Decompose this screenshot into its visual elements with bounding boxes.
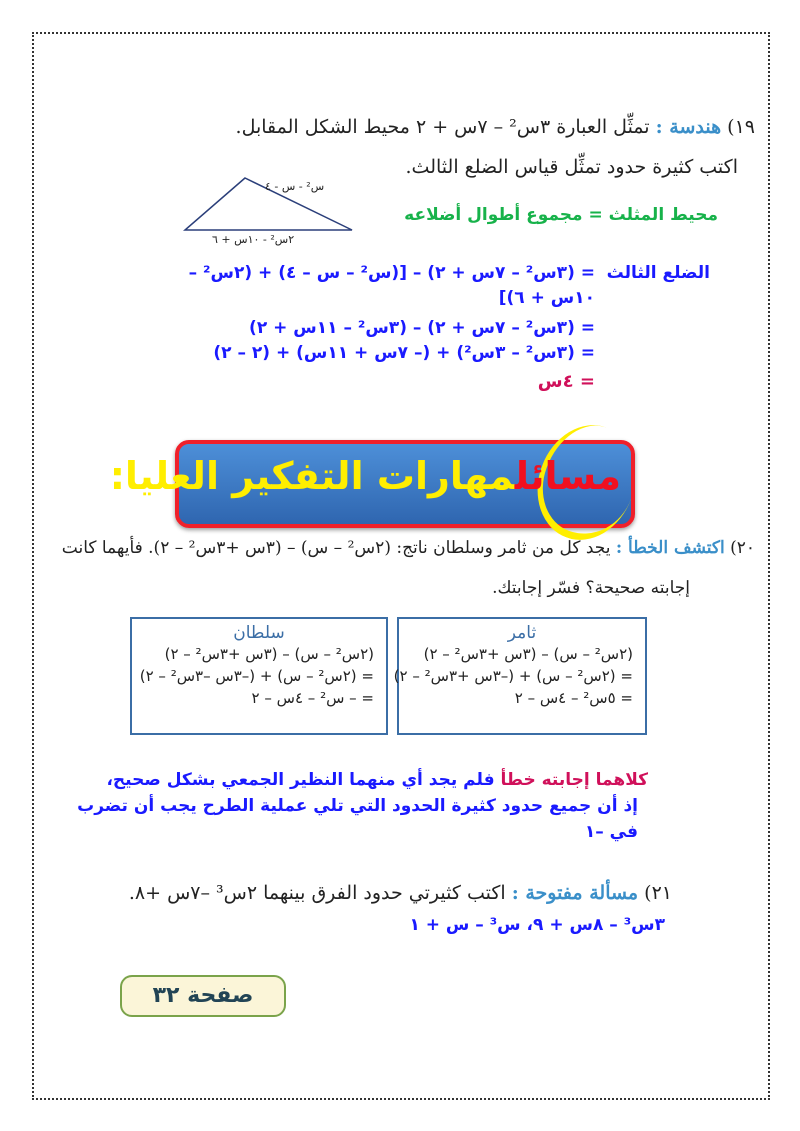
q21-line1 <box>129 882 672 904</box>
answer-wrong: كلاهما إجابته خطأ <box>500 770 648 790</box>
triangle-side-label: س² - س - ٤ <box>265 180 325 193</box>
box-title: ثامر <box>507 623 537 643</box>
box-title: سلطان <box>233 623 285 643</box>
page-number-badge: صفحة ٣٢ <box>120 975 286 1017</box>
thamer-box <box>393 617 647 735</box>
solution-result: = ٤س <box>537 371 595 392</box>
q20-answer-line1 <box>106 770 648 790</box>
solution-line: = (٣س² – ٣س²) + (– ٧س + ١١س) + (٢ – ٢) <box>213 343 595 363</box>
box-line: = (٢س² – س) + (–٣س –٣س² – ٢) <box>139 667 374 685</box>
solution-line: = (٣س² – ٧س + ٢) – [(س² – س – ٤) + (٢س² – <box>188 263 595 283</box>
box-line: = (٢س² – س) + (–٣س +٣س² – ٢) <box>393 667 633 685</box>
sultan-box <box>130 617 388 735</box>
q20-answer-line2: إذ أن جميع حدود كثيرة الحدود التي تلي عملية الطرح يجب أن تضرب <box>77 796 638 816</box>
answer-text: فلم يجد أي منهما النظير الجمعي بشكل صحيح، <box>106 770 501 790</box>
question-label: مسألة مفتوحة : <box>511 882 639 904</box>
box-line: (٢س² – س) – (٣س +٣س² – ٢) <box>164 645 374 663</box>
q20-line1 <box>62 538 755 558</box>
q19-line2: اكتب كثيرة حدود تمثِّل قياس الضلع الثالث. <box>405 156 738 178</box>
banner-rest: مهارات التفكير العليا: <box>109 454 515 498</box>
banner-word: مسائل <box>514 454 621 498</box>
question-number: ٢٠) <box>730 538 755 558</box>
question-number: ١٩) <box>727 116 755 138</box>
question-text: يجد كل من ثامر وسلطان ناتج: (٢س² – س) – (٣س +٣س² – ٢). فأيهما كانت <box>61 538 611 558</box>
q20-line2: إجابته صحيحة؟ فسّر إجابتك. <box>492 578 690 598</box>
question-text: اكتب كثيرتي حدود الفرق بينهما ٢س³ –٧س +٨. <box>128 882 506 904</box>
solution-line: = (٣س² – ٧س + ٢) – (٣س² – ١١س + ٢) <box>249 318 595 338</box>
question-label: اكتشف الخطأ : <box>615 538 725 558</box>
section-banner <box>109 440 635 528</box>
q20-answer-line3: في –١ <box>584 822 638 842</box>
triangle-base-label: ٢س² - ١٠س + ٦ <box>212 233 295 246</box>
solution-line: ١٠س + ٦)] <box>498 288 595 308</box>
box-line: = ٥س² – ٤س – ٢ <box>514 689 633 707</box>
page-border <box>32 32 770 1100</box>
box-line: (٢س² – س) – (٣س +٣س² – ٢) <box>423 645 633 663</box>
q19-line1 <box>236 116 755 138</box>
solution-label: الضلع الثالث <box>606 263 710 283</box>
question-label: هندسة : <box>655 116 722 138</box>
question-text: تمثِّل العبارة ٣س² – ٧س + ٢ محيط الشكل المقابل. <box>235 116 650 138</box>
question-number: ٢١) <box>644 882 672 904</box>
box-line: = – س² – ٤س – ٢ <box>251 689 374 707</box>
q21-answer: ٣س³ – ٨س + ٩، س³ – س + ١ <box>409 915 665 935</box>
banner-title <box>110 454 621 498</box>
perimeter-hint: محيط المثلث = مجموع أطوال أضلاعه <box>404 205 718 225</box>
